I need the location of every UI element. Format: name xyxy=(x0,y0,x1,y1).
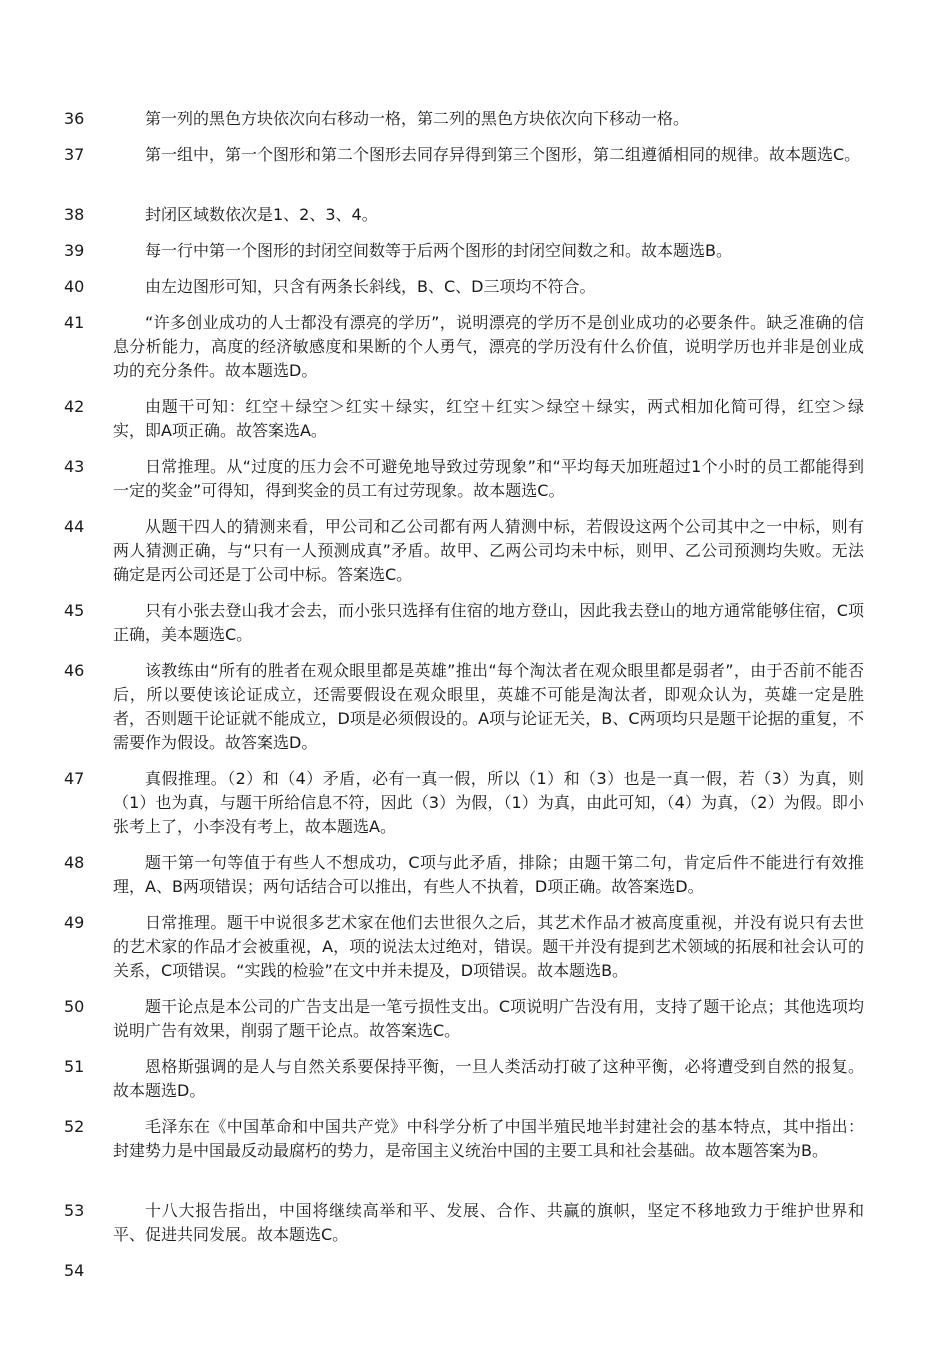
answer-explanation: 恩格斯强调的是人与自然关系要保持平衡，一旦人类活动打破了这种平衡，必将遭受到自然的报复。故本题选D。 xyxy=(113,1057,864,1100)
answer-explanation: 日常推理。从“过度的压力会不可避免地导致过劳现象”和“平均每天加班超过1个小时的员工都能得到一定的奖金”可得知，得到奖金的员工有过劳现象。故本题选C。 xyxy=(113,457,864,500)
answer-explanation: 题干论点是本公司的广告支出是一笔亏损性支出。C项说明广告没有用，支持了题干论点；其他选项均说明广告有效果，削弱了题干论点。故答案选C。 xyxy=(113,997,864,1040)
question-number: 45 xyxy=(64,601,85,620)
answer-explanation: 毛泽东在《中国革命和中国共产党》中科学分析了中国半殖民地半封建社会的基本特点，其中指出：封建势力是中国最反动最腐朽的势力，是帝国主义统治中国的主要工具和社会基础。故本题答案为B。 xyxy=(113,1117,864,1160)
answer-explanation: 该教练由“所有的胜者在观众眼里都是英雄”推出“每个淘汰者在观众眼里都是弱者”，由于否前不能否后，所以要使该论证成立，还需要假设在观众眼里，英雄不可能是淘汰者，即观众认为，英雄一定是胜者，否则题干论证就不能成立，D项是必须假设的。A项与论证无关，B、C两项均只是题干论据的重复，不需要作为假设。故答案选D。 xyxy=(113,661,864,752)
answer-explanation: 每一行中第一个图形的封闭空间数等于后两个图形的封闭空间数之和。故本题选B。 xyxy=(145,241,732,260)
question-number: 52 xyxy=(64,1117,85,1136)
question-number: 54 xyxy=(64,1261,85,1280)
answer-explanation: 封闭区域数依次是1、2、3、4。 xyxy=(145,205,378,224)
answer-explanation: 第一组中，第一个图形和第二个图形去同存异得到第三个图形，第二组遵循相同的规律。故本题选C。 xyxy=(145,145,861,164)
question-number: 49 xyxy=(64,913,85,932)
question-number: 44 xyxy=(64,517,85,536)
answer-explanation: 由题干可知：红空＋绿空＞红实＋绿实，红空＋红实＞绿空＋绿实，两式相加化简可得，红空＞绿实，即A项正确。故答案选A。 xyxy=(113,397,864,440)
answer-explanation: 由左边图形可知，只含有两条长斜线，B、C、D三项均不符合。 xyxy=(145,277,596,296)
question-number: 39 xyxy=(64,241,85,260)
question-number: 38 xyxy=(64,205,85,224)
question-number: 48 xyxy=(64,853,85,872)
answer-explanation: 十八大报告指出，中国将继续高举和平、发展、合作、共赢的旗帜，坚定不移地致力于维护世界和平、促进共同发展。故本题选C。 xyxy=(113,1201,864,1244)
answer-explanation: 第一列的黑色方块依次向右移动一格，第二列的黑色方块依次向下移动一格。 xyxy=(145,109,690,128)
question-number: 51 xyxy=(64,1057,85,1076)
question-number: 46 xyxy=(64,661,85,680)
question-number: 53 xyxy=(64,1201,85,1220)
answer-explanation: “许多创业成功的人士都没有漂亮的学历”，说明漂亮的学历不是创业成功的必要条件。缺乏准确的信息分析能力，高度的经济敏感度和果断的个人勇气，漂亮的学历没有什么价值，说明学历也并非是创业成功的充分条件。故本题选D。 xyxy=(113,313,864,380)
question-number: 36 xyxy=(64,109,85,128)
answer-explanation: 从题干四人的猜测来看，甲公司和乙公司都有两人猜测中标，若假设这两个公司其中之一中标，则有两人猜测正确，与“只有一人预测成真”矛盾。故甲、乙两公司均未中标，则甲、乙公司预测均失败。无法确定是丙公司还是丁公司中标。答案选C。 xyxy=(113,517,864,584)
answer-explanation: 日常推理。题干中说很多艺术家在他们去世很久之后，其艺术作品才被高度重视，并没有说只有去世的艺术家的作品才会被重视，A，项的说法太过绝对，错误。题干并没有提到艺术领域的拓展和社会认可的关系，C项错误。“实践的检验”在文中并未提及，D项错误。故本题选B。 xyxy=(113,913,864,980)
question-number: 42 xyxy=(64,397,85,416)
question-number: 43 xyxy=(64,457,85,476)
question-number: 50 xyxy=(64,997,85,1016)
question-number: 41 xyxy=(64,313,85,332)
question-number: 47 xyxy=(64,769,85,788)
question-number: 37 xyxy=(64,145,85,164)
answer-explanation: 题干第一句等值于有些人不想成功，C项与此矛盾，排除；由题干第二句，肯定后件不能进行有效推理，A、B两项错误；两句话结合可以推出，有些人不执着，D项正确。故答案选D。 xyxy=(113,853,864,896)
answer-explanation: 只有小张去登山我才会去，而小张只选择有住宿的地方登山，因此我去登山的地方通常能够住宿，C项正确，美本题选C。 xyxy=(113,601,864,644)
answer-explanation: 真假推理。（2）和（4）矛盾，必有一真一假，所以（1）和（3）也是一真一假，若（3）为真，则（1）也为真，与题干所给信息不符，因此（3）为假，（1）为真，由此可知，（4）为真，（2）为假。即小张考上了，小李没有考上，故本题选A。 xyxy=(113,769,864,836)
question-number: 40 xyxy=(64,277,85,296)
